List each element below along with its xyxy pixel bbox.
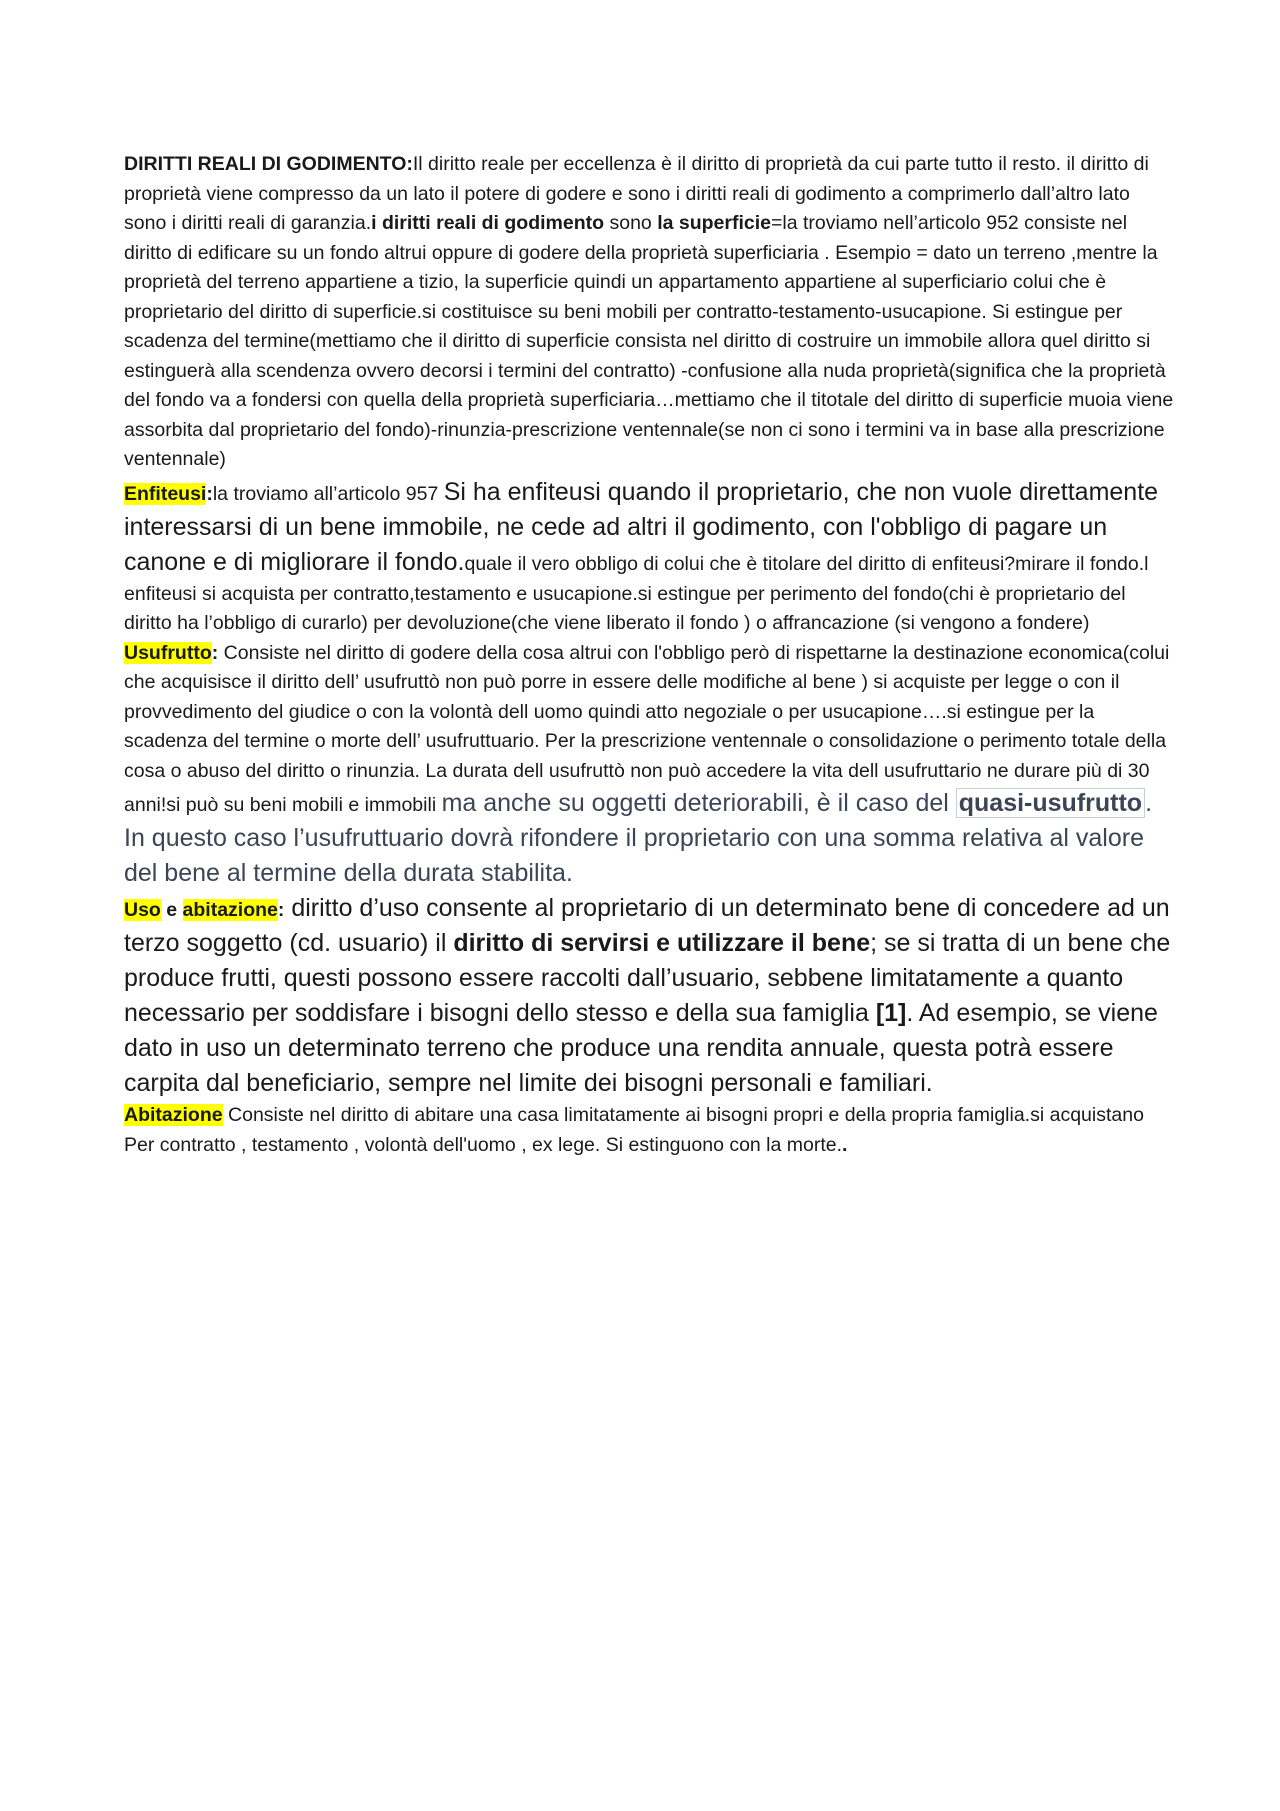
- final-period: .: [842, 1133, 848, 1156]
- footnote-reference: [1]: [875, 999, 907, 1027]
- term-colon: :: [211, 641, 219, 664]
- conjunction: e: [160, 899, 183, 921]
- bold-term-superficie: la superficie: [657, 212, 771, 234]
- usufrutto-paragraph: [124, 639, 1174, 892]
- superficie-text: =la troviamo nell’articolo 952 consiste nel diritto di edificare su un fondo altrui oppure di godere della proprietà superficiaria . Esempio = dato un terreno ,mentre la proprietà del terreno appartiene a tizio, la superficie quindi un appartamento appartiene al superficiario colui che è proprietario del diritto di superficie.si costituisce su beni mobili per contratto-testamento-usucapione. Si estingue per scadenza del termine(mettiamo che il diritto di superficie consista nel diritto di costruire un immobile allora quel diritto si estinguerà alla scendenza ovvero decorsi i termini del contratto) -confusione alla nuda proprietà(significa che la proprietà del fondo va a fondersi con quella della proprietà superficiaria…mettiamo che il titotale del diritto di superficie muoia viene assorbita dal proprietario del fondo)-rinunzia-prescrizione ventennale(se non ci sono i termini va in base alla prescrizione ventennale): [124, 212, 1174, 470]
- intro-text: Il diritto reale per eccellenza è il diritto di proprietà da cui parte tutto il resto. il diritto di proprietà viene compresso da un lato il potere di godere e sono i diritti reali di godimento a comprimerlo dall’altro lato sono i diritti reali di garanzia.: [124, 153, 1149, 234]
- highlighted-term-uso: Uso: [124, 899, 161, 921]
- document-body: [124, 150, 1174, 1160]
- highlighted-term-usufrutto: Usufrutto: [124, 641, 212, 664]
- bold-phrase: i diritti reali di godimento: [371, 212, 605, 234]
- connector-text: sono: [604, 212, 658, 234]
- uso-bold-phrase: diritto di servirsi e utilizzare il bene: [453, 929, 871, 957]
- section-heading: DIRITTI REALI DI GODIMENTO:: [124, 153, 413, 175]
- uso-paragraph: [124, 891, 1174, 1101]
- term-colon: :: [277, 899, 285, 921]
- abitazione-text: Consiste nel diritto di abitare una casa limitatamente ai bisogni propri e della propria famiglia.si acquistano Per contratto , testamento , volontà dell'uomo , ex lege. Si estinguono con la morte.: [124, 1104, 1144, 1156]
- highlighted-term-abitazione: abitazione: [182, 899, 278, 921]
- usufrutto-text: Consiste nel diritto di godere della cosa altrui con l'obbligo però di rispettarne la destinazione economica(colui che acquisisce il diritto dell’ usufruttò non può porre in essere delle modifiche al bene ) si acquiste per legge o con il provvedimento del giudice o con la volontà dell uomo quindi atto negoziale o per usucapione….si estingue per la scadenza del termine o morte dell’ usufruttuario. Per la prescrizione ventennale o consolidazione o perimento totale della cosa o abuso del diritto o rinunzia. La durata dell usufruttò non può accedere la vita dell usufruttario ne durare più di 30 anni!si può su beni mobili e immobili: [124, 641, 1170, 816]
- abitazione-paragraph: [124, 1101, 1174, 1160]
- superficie-paragraph: [124, 150, 1174, 475]
- highlighted-term-abitazione-2: Abitazione: [124, 1104, 223, 1126]
- highlighted-term-enfiteusi: Enfiteusi: [124, 482, 207, 505]
- enfiteusi-paragraph: [124, 475, 1174, 639]
- term-colon: :: [206, 482, 213, 505]
- uso-text-3: . Ad esempio, se viene dato in uso un determinato terreno che produce una rendita annuale, questa potrà essere carpita dal beneficiario, sempre nel limite dei bisogni personali e familiari.: [124, 999, 1158, 1097]
- quasi-usufrutto-text-1: ma anche su oggetti deteriorabili, è il caso del: [441, 789, 956, 817]
- uso-text-2: ; se si tratta di un bene che produce frutti, questi possono essere raccolti dall’usuario, sebbene limitatamente a quanto necessario per soddisfare i bisogni dello stesso e della sua famiglia: [124, 929, 1171, 1027]
- quasi-usufrutto-text-2: . In questo caso l’usufruttuario dovrà rifondere il proprietario con una somma relativa al valore del bene al termine della durata stabilita.: [124, 789, 1153, 887]
- quasi-usufrutto-term: quasi-usufrutto: [956, 788, 1145, 818]
- enfiteusi-text-1: la troviamo all’articolo 957: [212, 482, 444, 505]
- enfiteusi-definition: Si ha enfiteusi quando il proprietario, che non vuole direttamente interessarsi di un bene immobile, ne cede ad altri il godimento, con l'obbligo di pagare un canone e di migliorare il fondo.: [124, 477, 1159, 576]
- uso-text-1: diritto d’uso consente al proprietario di un determinato bene di concedere ad un terzo soggetto (cd. usuario) il: [124, 894, 1170, 957]
- enfiteusi-text-2: quale il vero obbligo di colui che è titolare del diritto di enfiteusi?mirare il fondo.l enfiteusi si acquista per contratto,testamento e usucapione.si estingue per perimento del fondo(chi è proprietario del diritto ha l’obbligo di curarlo) per devoluzione(che viene liberato il fondo ) o affrancazione (si vengono a fondere): [124, 552, 1149, 634]
